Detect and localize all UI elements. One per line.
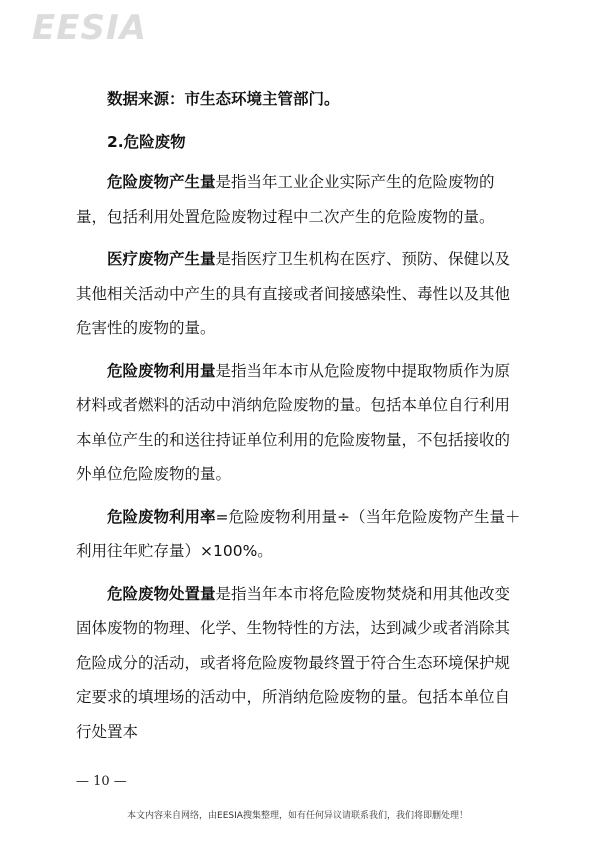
term: 危险废物处置量 (107, 584, 216, 603)
eesia-logo: EESIA (32, 8, 147, 48)
term: 危险废物利用量 (107, 361, 216, 380)
definition: 是指当年本市将危险废物焚烧和用其他改变固体废物的物理、化学、生物特性的方法，达到减少或者消除其危险成分的活动，或者将危险废物最终置于符合生态环境保护规定要求的填埋场的活动中，所消纳危险废物的量。包括本单位自行处置本 (76, 584, 511, 741)
paragraph-hazardous-waste-disposal (76, 577, 522, 750)
footer-note: 本文内容来自网络，由EESIA搜集整理，如有任何异议请联系我们，我们将即删处理！ (127, 811, 468, 821)
paragraph-medical-waste-generation (76, 242, 522, 346)
definition: =危险废物利用量÷（当年危险废物产生量＋利用往年贮存量）×100%。 (76, 507, 521, 560)
section-heading: 2.危险废物 (107, 132, 186, 151)
paragraph-hazardous-waste-utilization (76, 354, 522, 492)
source-line: 数据来源：市生态环境主管部门。 (107, 90, 340, 108)
page-number: — 10 — (76, 774, 127, 789)
definition: 是指当年本市从危险废物中提取物质作为原材料或者燃料的活动中消纳危险废物的量。包括本单位自行利用本单位产生的和送往持证单位利用的危险废物量，不包括接收的外单位危险废物的量。 (76, 361, 511, 483)
definition: 是指医疗卫生机构在医疗、预防、保健以及其他相关活动中产生的具有直接或者间接感染性、毒性以及其他危害性的废物的量。 (76, 250, 511, 337)
term: 医疗废物产生量 (107, 250, 216, 268)
document-body (76, 82, 522, 749)
term: 危险废物利用率 (107, 507, 216, 526)
paragraph-utilization-rate (76, 500, 522, 569)
definition: 是指当年工业企业实际产生的危险废物的量，包括利用处置危险废物过程中二次产生的危险废物的量。 (76, 173, 495, 226)
paragraph-hazardous-waste-generation (76, 165, 522, 234)
term: 危险废物产生量 (107, 173, 216, 191)
